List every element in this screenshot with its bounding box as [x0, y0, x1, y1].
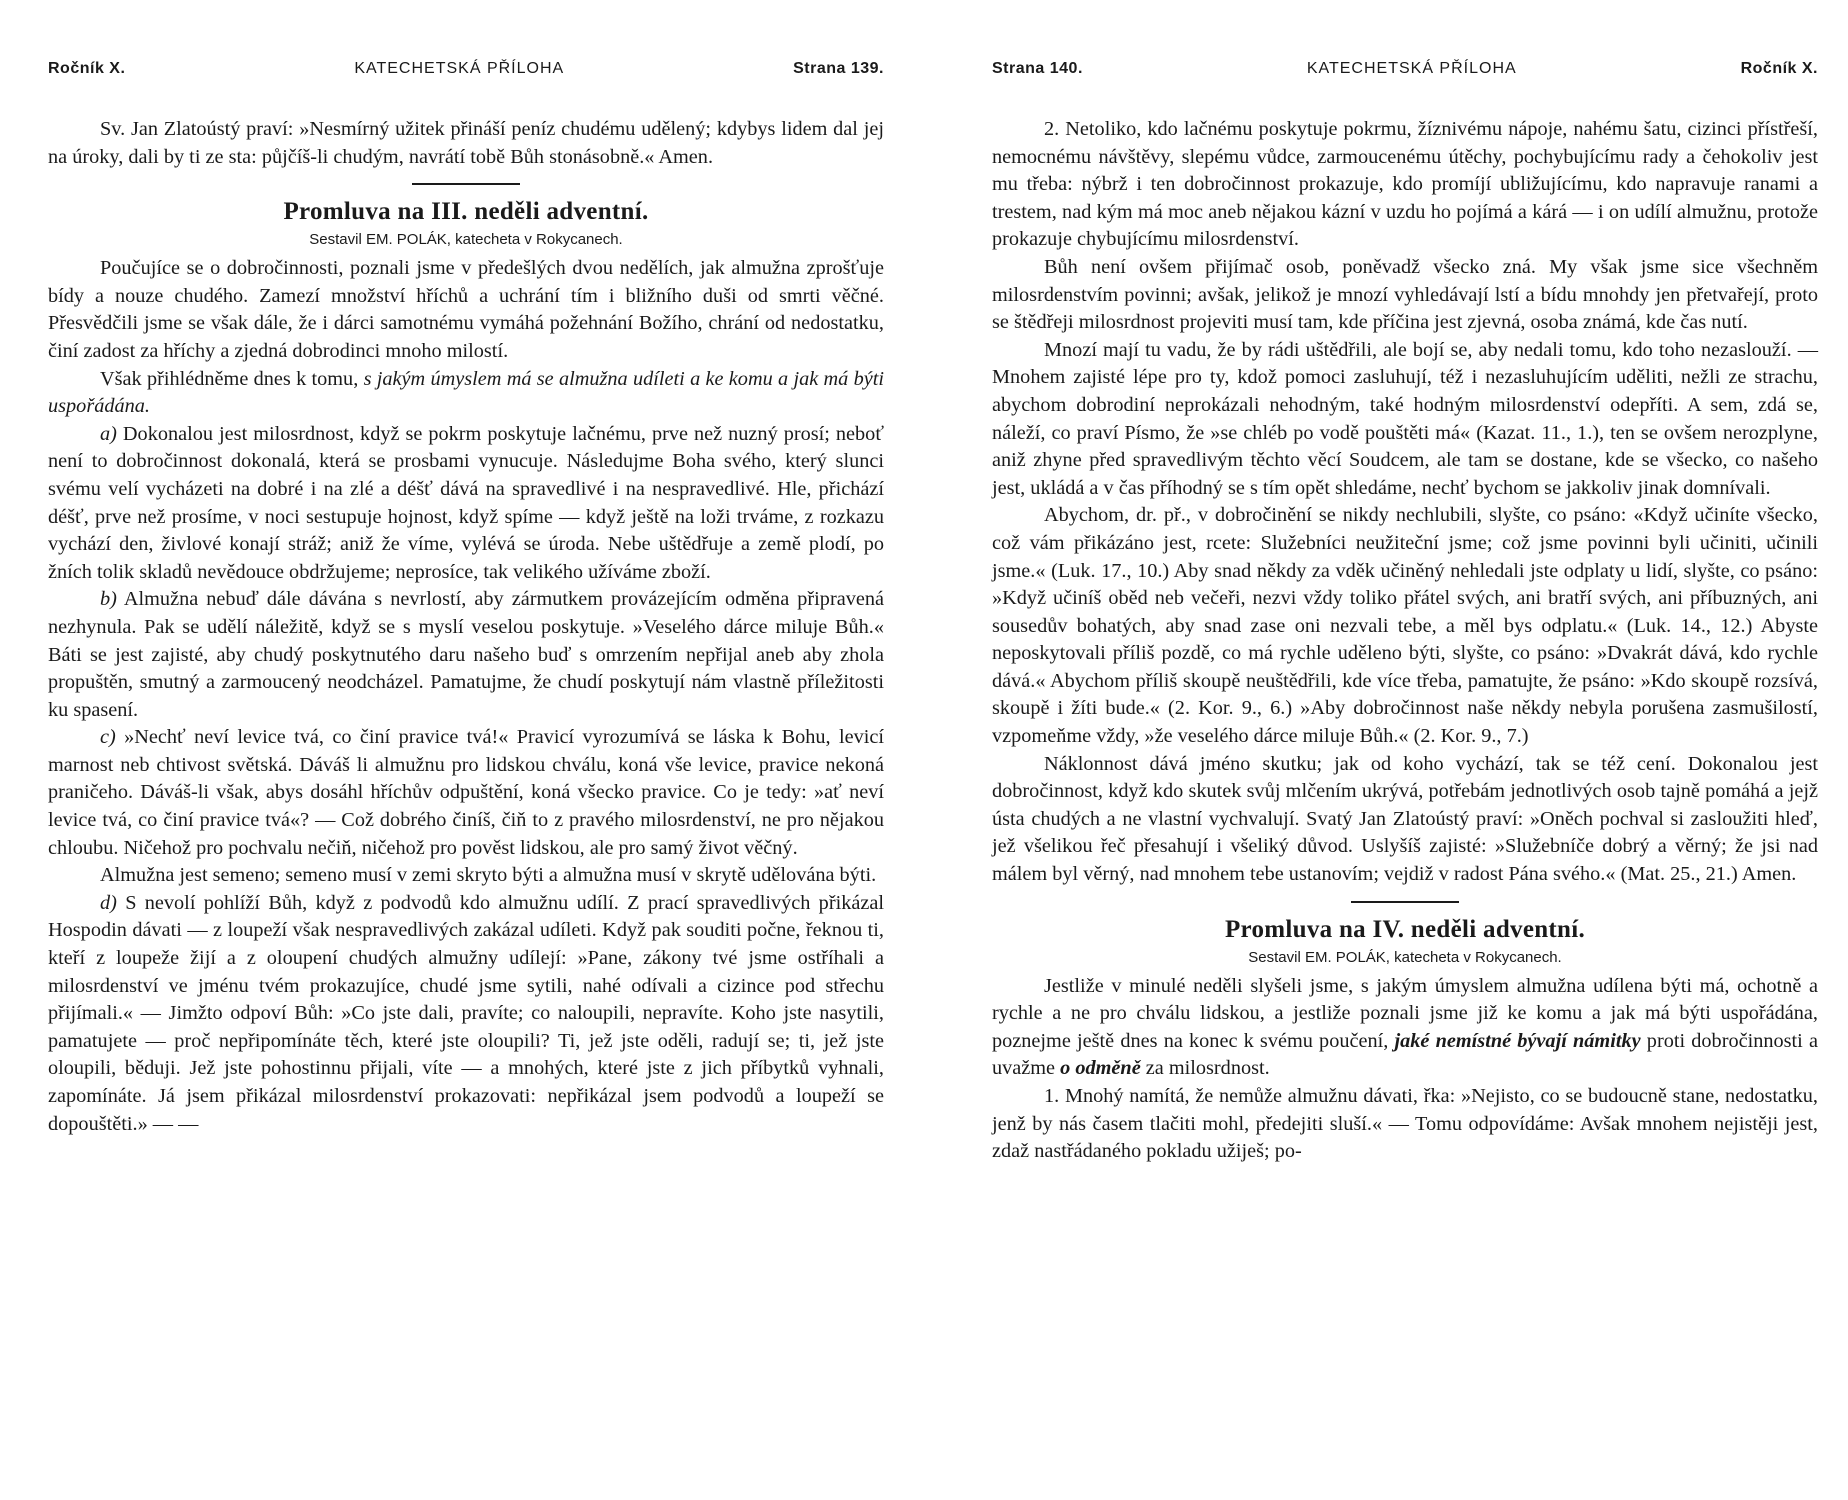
paragraph — [992, 973, 1818, 1083]
emphasis: s jakým úmyslem má se almužna udíleti a ke komu a jak má býti uspořádána. — [48, 367, 884, 418]
paragraph: Bůh není ovšem přijímač osob, poněvadž všecko zná. My však jsme sice všechněm milosrdenstvím povinni; avšak, jelikož je mnozí vyhledávají lstí a bídu mnohdy jen přetvařejí, proto se štědřeji milosrdnost projeviti musí tam, kde příčina jest zjevná, osoba známá, kde čas nutí. — [992, 255, 1818, 334]
journal-title: KATECHETSKÁ PŘÍLOHA — [354, 60, 565, 77]
paragraph — [48, 890, 884, 1138]
paragraph: Poučujíce se o dobročinnosti, poznali jsme v předešlých dvou nedělích, jak almužna zprošťuje bídy a nouze chudého. Zamezí množství hříchů a uchrání tím i bližního duši od smrti věčné. Přesvědčili jsme se však dále, že i dárci samotnému vymáhá požehnání Božího, chrání od nedostatku, činí zadost za hříchy a zjedná dobrodinci mnoho milostí. — [48, 257, 884, 362]
section-divider — [1351, 901, 1459, 903]
list-marker: d) — [100, 891, 117, 914]
text-run: za milosrdnost. — [1140, 1057, 1270, 1080]
paragraph — [48, 421, 884, 587]
list-marker: c) — [100, 726, 116, 749]
paragraph: Abychom, dr. př., v dobročinění se nikdy nechlubili, slyšte, co psáno: «Když učiníte všecko, což vám přikázáno jest, rcete: Služebníci neužiteční jsme; což jsme povinni byli učiniti, učinili jsme.« (Luk. 17., 10.) Aby snad někdy za vděk učiněný nehledali jste odplaty u lidí, slyšte, co psáno: »Když učiníš oběd neb večeři, nezvi vždy toliko přátel svých, ani bratří svých, ani příbuzných, ani sousedův bohatých, aby snad zase oni nezvali tebe, a měl bys odplatu.« (Luk. 14., 12.) Abyste neposkytovali příliš pozdě, co má rychle uděleno býti, slyšte, co psáno: »Dvakrát dává, kdo rychle dává.« Abychom příliš skoupě neuštědřili, kde více třeba, pamatujte, že psáno: »Kdo skoupě rozsívá, skoupě i žíti bude.« (2. Kor. 9., 6.) »Aby dobročinnost naše někdy nebyla porušena zasmušilostí, vzpomeňme vždy, »že veselého dárce miluje Bůh.« (2. Kor. 9., 7.) — [992, 504, 1818, 748]
paragraph — [48, 366, 884, 421]
running-head-right — [992, 60, 1818, 88]
opening-paragraph: Sv. Jan Zlatoústý praví: »Nesmírný užitek přináší peníz chudému udělený; kdybys lidem dal jej na úroky, dali by ti ze sta: půjčíš-li chudým, navrátí tobě Bůh stonásobně.« Amen. — [48, 118, 884, 168]
text-run: proti dobročinnosti a uvažme — [992, 1029, 1818, 1080]
volume-label: Ročník X. — [1740, 60, 1818, 77]
text-run: Však přihlédněme dnes k tomu, — [100, 367, 364, 390]
paragraph: Almužna jest semeno; semeno musí v zemi skryto býti a almužna musí v skrytě udělována býti. — [100, 864, 877, 887]
page-number: Strana 139. — [793, 60, 884, 77]
text-run: S nevolí pohlíží Bůh, když z podvodů kdo almužnu udílí. Z prací spravedlivých přikázal Hospodin dávati — z loupeží však nespravedlivých zakázal udíleti. Když pak souditi počne, řeknou ti, kteří z loupeže žijí a z oloupení chudých almužny udílejí: »Pane, zákony tvé jsme ostříhali a milosrdenství ve jménu tvém prokazujíce, chudé jsme sytili, nahé odívali a cizince pod střechu přijímali.« — Jimžto odpoví Bůh: »Co jste dali, pravíte; co naloupili, nepravíte. Koho jste nasytili, pamatujete — proč nepřipomínáte těch, které jste oloupili? Ti, jež jste oděli, radují se; ti, jež jste oloupili, běduji. Jež jste pohostinnu přijali, víte — a mnohých, které jste z jich příbytků vyhnali, zapomínáte. Já jsem přikázal milosrdenství prokazovati: nepřikázal jsem podvodů a loupeží se dopouštěti.» — — — [48, 891, 884, 1135]
paragraph: Mnozí mají tu vadu, že by rádi uštědřili, ale bojí se, aby nedali tomu, kdo toho nezaslouží. — Mnohem zajisté lépe pro ty, kdož pomoci zasluhují, též i nezasluhujícím uděliti, nežli ze strachu, abychom dobrodiní neprokázali nehodným, také hodným milosrdenství odepříti. A sem, zdá se, náleží, co praví Písmo, že »se chléb po vodě pouštěti má« (Kazat. 11., 1.), ten se ovšem nerozplyne, aniž zhyne před spravedlivým těchto věcí Soudcem, ale tam se dostane, kde se všecko, co našeho jest, ukládá a v čas příhodný se s tím opět shledáme, nechť bychom se jakkoliv jinak domnívali. — [992, 338, 1818, 499]
paragraph: 1. Mnohý namítá, že nemůže almužnu dávati, řka: »Nejisto, co se budoucně stane, nedostatku, jenž by nás časem tlačiti mohl, předejiti sluší.« — Tomu odpovídáme: Avšak mnohem nejistěji jest, zdaž nastřádaného pokladu užiješ; po- — [992, 1085, 1818, 1163]
right-page-body — [992, 116, 1818, 1166]
sermon-byline: Sestavil EM. POLÁK, katecheta v Rokycanech. — [1248, 948, 1562, 966]
paragraph: 2. Netoliko, kdo lačnému poskytuje pokrmu, žíznivému nápoje, nahému šatu, cizinci přístřeší, nemocnému návštěvy, slepému vůdce, zarmoucenému útěchy, pochybujícímu rady a čehokoliv jest mu třeba: nýbrž i ten dobročinnost prokazuje, kdo promíjí ubližujícímu, kdo napravuje ranami a trestem, nad kým má moc aneb nějakou kázní v uzdu ho pojímá a kárá — i on udílí almužnu, protože prokazuje chybujícímu milosrdenství. — [992, 118, 1818, 251]
journal-title: KATECHETSKÁ PŘÍLOHA — [1306, 60, 1517, 77]
list-marker: a) — [100, 422, 117, 445]
sermon-title: Promluva na III. neděli adventní. — [283, 198, 649, 226]
text-run: Dokonalou jest milosrdnost, když se pokrm poskytuje lačnému, prve než nuzný prosí; neboť není to dobročinnost dokonalá, která se prosbami vynucuje. Následujme Boha svého, který slunci svému velí vycházeti na dobré i na zlé a déšť dává na spravedlivé i na nespravedlivé. Hle, přichází déšť, prve než prosíme, v noci sestupuje hojnost, když spíme — když ještě na loži trváme, z rozkazu vychází den, živlové konají stráž; aniž že víme, vylévá se úroda. Nebe uštědřuje a země plodí, po žních tolik skladů nevědouce obdržujeme; neprosíce, tak velikého užíváme zboží. — [48, 422, 884, 583]
running-head-left — [48, 60, 884, 88]
paragraph — [48, 724, 884, 862]
text-run: »Nechť neví levice tvá, co činí pravice tvá!« Pravicí vyrozumívá se láska k Bohu, levicí marnost neb chtivost světská. Dáváš li almužnu pro lidskou chválu, koná vše levice, pravice nekoná praničeho. Dáváš-li však, abys dosáhl hříchův odpuštění, koná všecko pravice. Co je tedy: »ať neví levice tvá, co činí pravice tvá«? — Což dobrého činíš, čiň to z pravého milosrdenství, ne pro nějakou chloubu. Ničehož pro pochvalu nečiň, ničehož pro pověst lidskou, ale pro samý život věčný. — [48, 726, 884, 859]
right-page — [924, 0, 1848, 1500]
emphasis: o odměně — [1060, 1057, 1141, 1080]
sermon-byline: Sestavil EM. POLÁK, katecheta v Rokycanech. — [309, 231, 623, 249]
emphasis: jaké nemístné bývají námitky — [1394, 1029, 1641, 1052]
paragraph — [48, 586, 884, 724]
section-divider — [412, 183, 520, 185]
paragraph: Náklonnost dává jméno skutku; jak od koho vychází, tak se též cení. Dokonalou jest dobročinnost, když kdo skutek svůj mlčením ukrývá, potřebám jednotlivých osob tajně pomáhá a jejž ústa chudých a ne vlastní vychvalují. Svatý Jan Zlatoústý praví: »Oněch pochval si zasloužiti hleď, jež všelikou řeč přesahují i všeliký důvod. Uslyšíš zajisté: »Služebníče dobrý a věrný; že jsi nad málem byl věrný, nad mnohem tebe ustanovím; vejdiž v radost Pána svého.« (Mat. 25., 21.) Amen. — [992, 752, 1818, 886]
volume-label: Ročník X. — [48, 60, 126, 77]
left-page-body — [48, 116, 884, 1138]
sermon-title: Promluva na IV. neděli adventní. — [1224, 915, 1586, 943]
list-marker: b) — [100, 588, 117, 611]
text-run: Jestliže v minulé neděli slyšeli jsme, s jakým úmyslem almužna udílena býti má, ochotně a rychle a ne pro chválu lidskou, a jestliže poznali jsme již ke komu a jak má býti uspořádána, poznejme ještě dnes na konec k svému poučení, — [992, 974, 1818, 1052]
page-number: Strana 140. — [992, 60, 1083, 77]
text-run: Almužna nebuď dále dávána s nevrlostí, aby zármutkem provázejícím odměna připravená nezhynula. Pak se udělí náležitě, když se s myslí veselou poskytuje. »Veselého dárce miluje Bůh.« Báti se jest zajisté, aby chudý poskytnutého daru našeho buď s omrzením nepřijal aneb aby zhola propuštěn, smutný a zarmoucený neodcházel. Pamatujme, že chudí poskytují nám vlastně příležitosti ku spasení. — [48, 588, 884, 721]
